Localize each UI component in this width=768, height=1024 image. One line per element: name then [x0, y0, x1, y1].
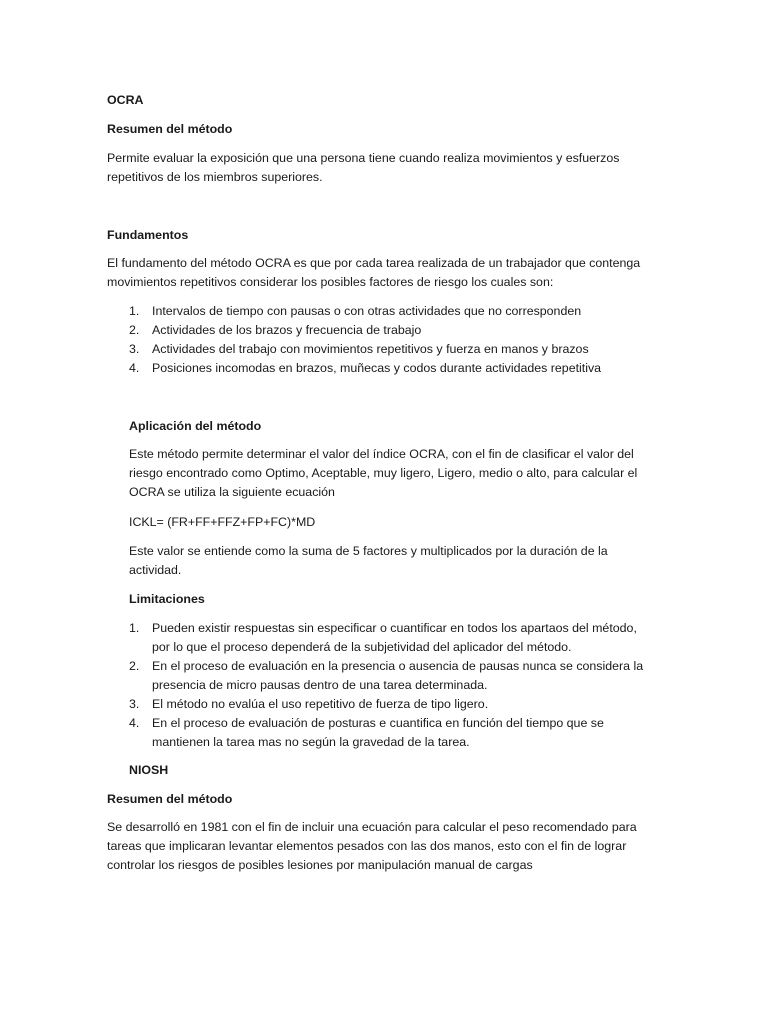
niosh-resumen-text: Se desarrolló en 1981 con el fin de incluir una ecuación para calcular el peso recomendado para tareas que implicaran levantar elementos pesados con las dos manos, esto con el fin de lograr controlar los riesgos de posibles lesiones por manipulación manual de cargas [107, 820, 637, 872]
ocra-resumen-heading: Resumen del método [107, 122, 233, 136]
list-number: 1. [129, 304, 140, 318]
limitaciones-heading: Limitaciones [129, 592, 205, 606]
list-item-text: En el proceso de evaluación en la presencia o ausencia de pausas nunca se considera la presencia de micro pausas dentro de una tarea determinada. [152, 659, 644, 692]
ecuacion: ICKL= (FR+FF+FFZ+FP+FC)*MD [129, 515, 316, 529]
list-item [129, 695, 649, 714]
limitaciones-list [129, 619, 649, 752]
list-item-text: Posiciones incomodas en brazos, muñecas y codos durante actividades repetitiva [152, 361, 602, 375]
fundamentos-text: El fundamento del método OCRA es que por cada tarea realizada de un trabajador que contenga movimientos repetitivos considerar los posibles factores de riesgo los cuales son: [107, 256, 641, 289]
list-number: 3. [129, 342, 140, 356]
ocra-resumen-text: Permite evaluar la exposición que una persona tiene cuando realiza movimientos y esfuerzos repetitivos de los miembros superiores. [107, 151, 620, 184]
list-number: 3. [129, 697, 140, 711]
fundamentos-heading: Fundamentos [107, 228, 189, 242]
list-item-text: En el proceso de evaluación de posturas e cuantifica en función del tiempo que se mantienen la tarea mas no según la gravedad de la tarea. [152, 716, 604, 749]
list-number: 1. [129, 621, 140, 635]
factores-list [129, 302, 649, 378]
list-item-text: Actividades de los brazos y frecuencia de trabajo [152, 323, 422, 337]
niosh-title: NIOSH [129, 763, 169, 777]
list-number: 2. [129, 323, 140, 337]
list-item [129, 359, 649, 378]
list-item-text: El método no evalúa el uso repetitivo de fuerza de tipo ligero. [152, 697, 489, 711]
list-item-text: Intervalos de tiempo con pausas o con otras actividades que no corresponden [152, 304, 582, 318]
list-item [129, 321, 649, 340]
list-item [129, 340, 649, 359]
list-number: 4. [129, 361, 140, 375]
list-item-text: Pueden existir respuestas sin especificar o cuantificar en todos los apartaos del método, por lo que el proceso dependerá de la subjetividad del aplicador del método. [152, 621, 637, 654]
list-item [129, 657, 649, 695]
list-number: 2. [129, 659, 140, 673]
list-number: 4. [129, 716, 140, 730]
list-item [129, 302, 649, 321]
doc-title: OCRA [107, 93, 144, 107]
list-item [129, 714, 649, 752]
aplicacion-text: Este método permite determinar el valor del índice OCRA, con el fin de clasificar el valor del riesgo encontrado como Optimo, Aceptable, muy ligero, Ligero, medio o alto, para calcular el OCRA se utiliza la siguiente ecuación [129, 447, 638, 499]
niosh-resumen-heading: Resumen del método [107, 792, 233, 806]
ecuacion-text: Este valor se entiende como la suma de 5 factores y multiplicados por la duración de la actividad. [129, 544, 608, 577]
aplicacion-heading: Aplicación del método [129, 419, 262, 433]
list-item-text: Actividades del trabajo con movimientos repetitivos y fuerza en manos y brazos [152, 342, 589, 356]
list-item [129, 619, 649, 657]
